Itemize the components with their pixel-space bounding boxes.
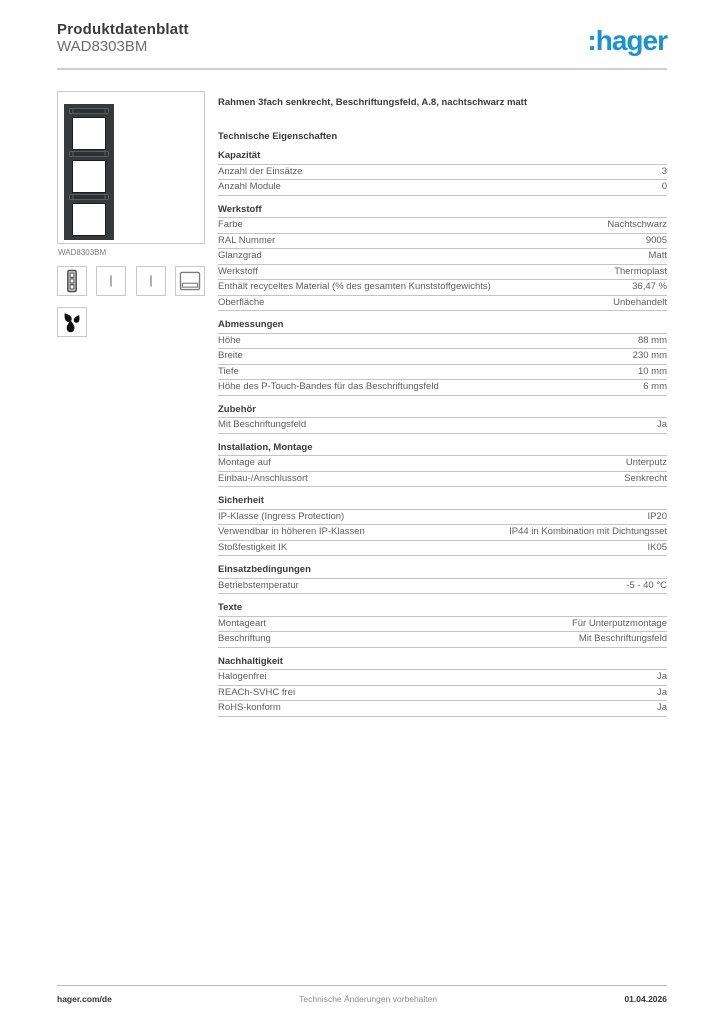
- spec-label: Enthält recyceltes Material (% des gesamten Kunststoffgewichts): [218, 281, 491, 292]
- spec-label: Tiefe: [218, 365, 239, 377]
- spec-row: [218, 380, 667, 396]
- spec-row: [218, 510, 667, 526]
- spec-value: 230 mm: [632, 350, 667, 361]
- spec-section-title: Nachhaltigkeit: [218, 655, 667, 671]
- spec-section: [218, 441, 667, 488]
- spec-value: Nachtschwarz: [607, 219, 667, 230]
- spec-label: Glanzgrad: [218, 250, 262, 261]
- page-header: [57, 0, 667, 56]
- spec-value: -5 - 40 °C: [626, 579, 667, 591]
- spec-label: Montage auf: [218, 457, 271, 468]
- spec-section: [218, 149, 667, 196]
- spec-row: [218, 541, 667, 557]
- spec-value: Ja: [656, 702, 667, 713]
- spec-label: RAL Nummer: [218, 234, 276, 246]
- spec-label: Beschriftung: [218, 633, 271, 644]
- spec-label: Höhe des P-Touch-Bandes für das Beschriftungsfeld: [218, 381, 439, 392]
- product-image: [57, 91, 205, 244]
- spec-label: IP-Klasse (Ingress Protection): [218, 510, 345, 522]
- spec-section: [218, 655, 667, 717]
- spec-row: [218, 249, 667, 265]
- spec-label: Farbe: [218, 219, 243, 230]
- spec-section: [218, 203, 667, 312]
- spec-section: [218, 494, 667, 556]
- spec-row: [218, 280, 667, 296]
- spec-value: 3: [661, 165, 667, 177]
- spec-value: Matt: [648, 250, 667, 261]
- spec-row: [218, 472, 667, 488]
- spec-sections: [218, 149, 667, 717]
- spec-section: [218, 403, 667, 434]
- spec-row: [218, 670, 667, 686]
- spec-label: Betriebstemperatur: [218, 579, 299, 591]
- spec-section-title: Kapazität: [218, 149, 667, 165]
- product-image-caption: WAD8303BM: [58, 248, 107, 257]
- product-media-column: [57, 91, 205, 717]
- water-drops-icon: [57, 307, 87, 337]
- spec-section-title: Werkstoff: [218, 203, 667, 219]
- spec-value: 0: [661, 181, 667, 192]
- spec-value: 10 mm: [637, 365, 667, 377]
- spec-value: 9005: [645, 234, 667, 246]
- spec-row: [218, 418, 667, 434]
- spec-section: [218, 563, 667, 594]
- main-content: [57, 70, 667, 717]
- spec-row: [218, 617, 667, 633]
- spec-value: IP20: [647, 510, 667, 522]
- spec-label: Montageart: [218, 617, 267, 629]
- spec-value: Unterputz: [625, 457, 667, 468]
- spec-table-title: Technische Eigenschaften: [218, 131, 338, 142]
- spec-value: Ja: [656, 671, 667, 682]
- spec-row: [218, 334, 667, 350]
- spec-label: Stoßfestigkeit IK: [218, 541, 288, 553]
- spec-row: [218, 686, 667, 702]
- spec-value: Senkrecht: [624, 472, 667, 484]
- header-titles: [57, 21, 189, 55]
- spec-label: Werkstoff: [218, 265, 258, 277]
- spec-value: Ja: [656, 419, 667, 430]
- spec-value: Für Unterputzmontage: [571, 617, 667, 629]
- spec-value: IK05: [647, 541, 667, 553]
- spec-row: [218, 265, 667, 281]
- spec-value: IP44 in Kombination mit Dichtungsset: [509, 526, 667, 537]
- product-reference: WAD8303BM: [57, 38, 148, 55]
- spec-row: [218, 218, 667, 234]
- spec-value: Unbehandelt: [613, 296, 667, 308]
- spec-label: Verwendbar in höheren IP-Klassen: [218, 526, 365, 537]
- label-field-icon: [175, 266, 205, 296]
- document-type-title: Produktdatenblatt: [57, 21, 189, 38]
- variant-icon-row: [57, 266, 205, 296]
- spec-section-title: Texte: [218, 601, 667, 617]
- spec-value: Ja: [656, 686, 667, 698]
- spec-label: Einbau-/Anschlussort: [218, 472, 308, 484]
- spec-row: [218, 525, 667, 541]
- spec-row: [218, 632, 667, 648]
- spec-label: RoHS-konform: [218, 702, 281, 713]
- spec-value: 88 mm: [637, 334, 667, 346]
- spec-row: [218, 349, 667, 365]
- spec-row: [218, 180, 667, 196]
- spec-section-title: Abmessungen: [218, 318, 667, 334]
- spec-section-title: Zubehör: [218, 403, 667, 419]
- spec-label: Höhe: [218, 334, 241, 346]
- spec-label: Mit Beschriftungsfeld: [218, 419, 307, 430]
- spec-section-title: Sicherheit: [218, 494, 667, 510]
- frame-3gang-icon: [57, 266, 87, 296]
- spec-section-title: Installation, Montage: [218, 441, 667, 457]
- footer-website: hager.com/de: [57, 994, 112, 1004]
- spec-row: [218, 579, 667, 595]
- spec-section: [218, 601, 667, 648]
- spec-row: [218, 365, 667, 381]
- spec-value: Thermoplast: [614, 265, 667, 277]
- spec-label: Oberfläche: [218, 296, 265, 308]
- protection-icon-row: [57, 307, 205, 337]
- spec-section: [218, 318, 667, 396]
- switch-icon: [136, 266, 166, 296]
- spec-value: 36,47 %: [632, 281, 667, 292]
- spec-section-title: Einsatzbedingungen: [218, 563, 667, 579]
- spec-row: [218, 701, 667, 717]
- spec-row: [218, 165, 667, 181]
- spec-row: [218, 234, 667, 250]
- frame-product-drawing: [58, 92, 204, 243]
- spec-value: 6 mm: [643, 381, 667, 392]
- spec-column: [218, 91, 667, 717]
- spec-row: [218, 296, 667, 312]
- spec-value: Mit Beschriftungsfeld: [578, 633, 667, 644]
- spec-label: Anzahl der Einsätze: [218, 165, 303, 177]
- footer-date: 01.04.2026: [624, 994, 667, 1004]
- spec-label: Breite: [218, 350, 243, 361]
- footer-disclaimer: Technische Änderungen vorbehalten: [299, 994, 438, 1004]
- spec-label: Anzahl Module: [218, 181, 281, 192]
- spec-label: Halogenfrei: [218, 671, 267, 682]
- hager-logo: :hager: [587, 25, 667, 56]
- spec-label: REACh-SVHC frei: [218, 686, 296, 698]
- product-description: Rahmen 3fach senkrecht, Beschriftungsfeld, A.8, nachtschwarz matt: [218, 97, 528, 108]
- page-footer: [57, 985, 667, 1004]
- switch-icon: [96, 266, 126, 296]
- spec-row: [218, 456, 667, 472]
